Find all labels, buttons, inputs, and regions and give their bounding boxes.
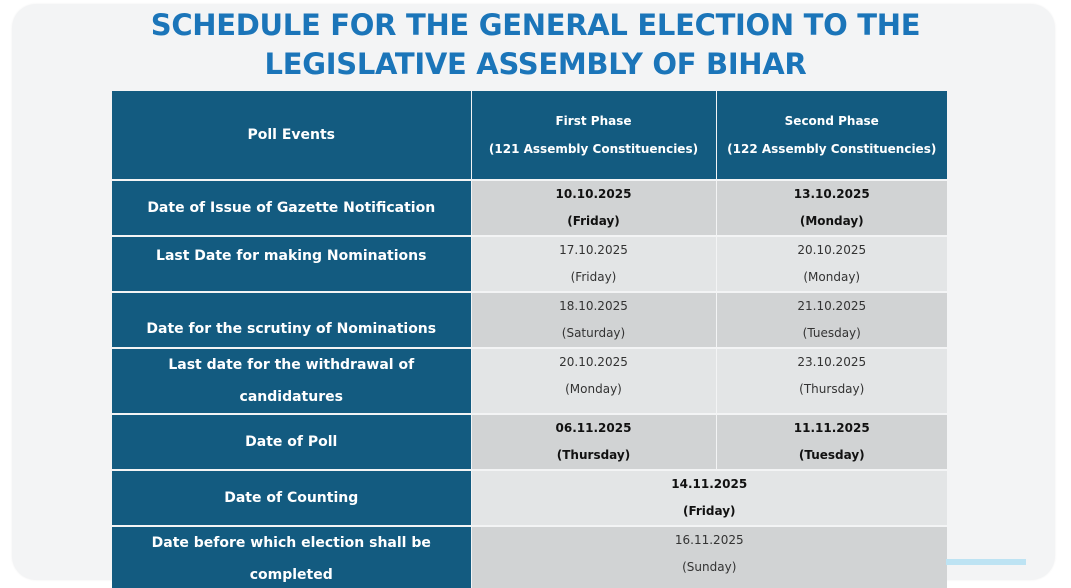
- table-row: [112, 348, 947, 414]
- phase2-day: (Monday): [799, 214, 864, 228]
- phase1-day: (Thursday): [556, 448, 631, 462]
- phase1-day: (Friday): [567, 214, 620, 228]
- table-row: [112, 236, 947, 292]
- event-line-1: Last date for the withdrawal of: [168, 357, 415, 373]
- table-row: [112, 414, 947, 470]
- table-row: [112, 526, 947, 588]
- phase1-date: 06.11.2025: [555, 421, 632, 435]
- phase2-date: 20.10.2025: [797, 243, 867, 257]
- phase2-day: (Monday): [803, 270, 861, 284]
- counting-day: (Friday): [682, 504, 736, 518]
- header-row: [112, 91, 947, 180]
- phase1-date: 20.10.2025: [559, 355, 628, 369]
- event-cell: [112, 526, 471, 588]
- phase2-date: 13.10.2025: [793, 187, 870, 201]
- phase1-value: [471, 414, 716, 470]
- event-cell: [112, 348, 471, 414]
- phase2-value: [716, 180, 947, 236]
- second-phase-constituencies: (122 Assembly Constituencies): [727, 142, 937, 156]
- accent-line: [946, 559, 1026, 565]
- phase2-day: (Thursday): [799, 382, 865, 396]
- phase1-value: [471, 348, 716, 414]
- counting-date: 14.11.2025: [671, 477, 748, 491]
- phase1-value: [471, 180, 716, 236]
- phase2-value: [716, 292, 947, 348]
- phase1-date: 18.10.2025: [559, 299, 628, 313]
- title-line-1: SCHEDULE FOR THE GENERAL ELECTION TO THE: [150, 8, 921, 42]
- completion-day: (Sunday): [682, 560, 737, 574]
- phase2-value: [716, 236, 947, 292]
- phase1-day: (Friday): [570, 270, 617, 284]
- phase2-value: [716, 348, 947, 414]
- phase2-day: (Tuesday): [798, 448, 865, 462]
- poll-events-header: Poll Events: [112, 91, 471, 180]
- event-cell: Date for the scrutiny of Nominations: [112, 292, 471, 348]
- combined-value: [471, 470, 947, 526]
- phase1-date: 17.10.2025: [559, 243, 628, 257]
- event-cell: Date of Issue of Gazette Notification: [112, 180, 471, 236]
- table-row: [112, 180, 947, 236]
- event-cell: Last Date for making Nominations: [112, 236, 471, 292]
- event-line-1: Date before which election shall be: [151, 535, 431, 551]
- title-line-2: LEGISLATIVE ASSEMBLY OF BIHAR: [264, 47, 807, 81]
- event-line-2: candidatures: [239, 389, 343, 405]
- event-cell: Date of Poll: [112, 414, 471, 470]
- event-cell: Date of Counting: [112, 470, 471, 526]
- first-phase-name: First Phase: [555, 114, 632, 128]
- phase2-date: 21.10.2025: [797, 299, 867, 313]
- phase1-value: [471, 292, 716, 348]
- phase1-day: (Monday): [565, 382, 622, 396]
- combined-value: [471, 526, 947, 588]
- phase2-date: 11.11.2025: [793, 421, 870, 435]
- first-phase-header: [471, 91, 716, 180]
- second-phase-name: Second Phase: [784, 114, 879, 128]
- table-row: [112, 292, 947, 348]
- second-phase-header: [716, 91, 947, 180]
- phase1-day: (Saturday): [561, 326, 626, 340]
- first-phase-constituencies: (121 Assembly Constituencies): [488, 142, 699, 156]
- table-row: [112, 470, 947, 526]
- phase1-value: [471, 236, 716, 292]
- schedule-table: [112, 91, 947, 588]
- phase2-day: (Tuesday): [802, 326, 861, 340]
- phase2-date: 23.10.2025: [797, 355, 867, 369]
- page-title: [0, 6, 1071, 84]
- phase2-value: [716, 414, 947, 470]
- event-line-2: completed: [249, 567, 333, 583]
- phase1-date: 10.10.2025: [555, 187, 632, 201]
- completion-date: 16.11.2025: [674, 533, 744, 547]
